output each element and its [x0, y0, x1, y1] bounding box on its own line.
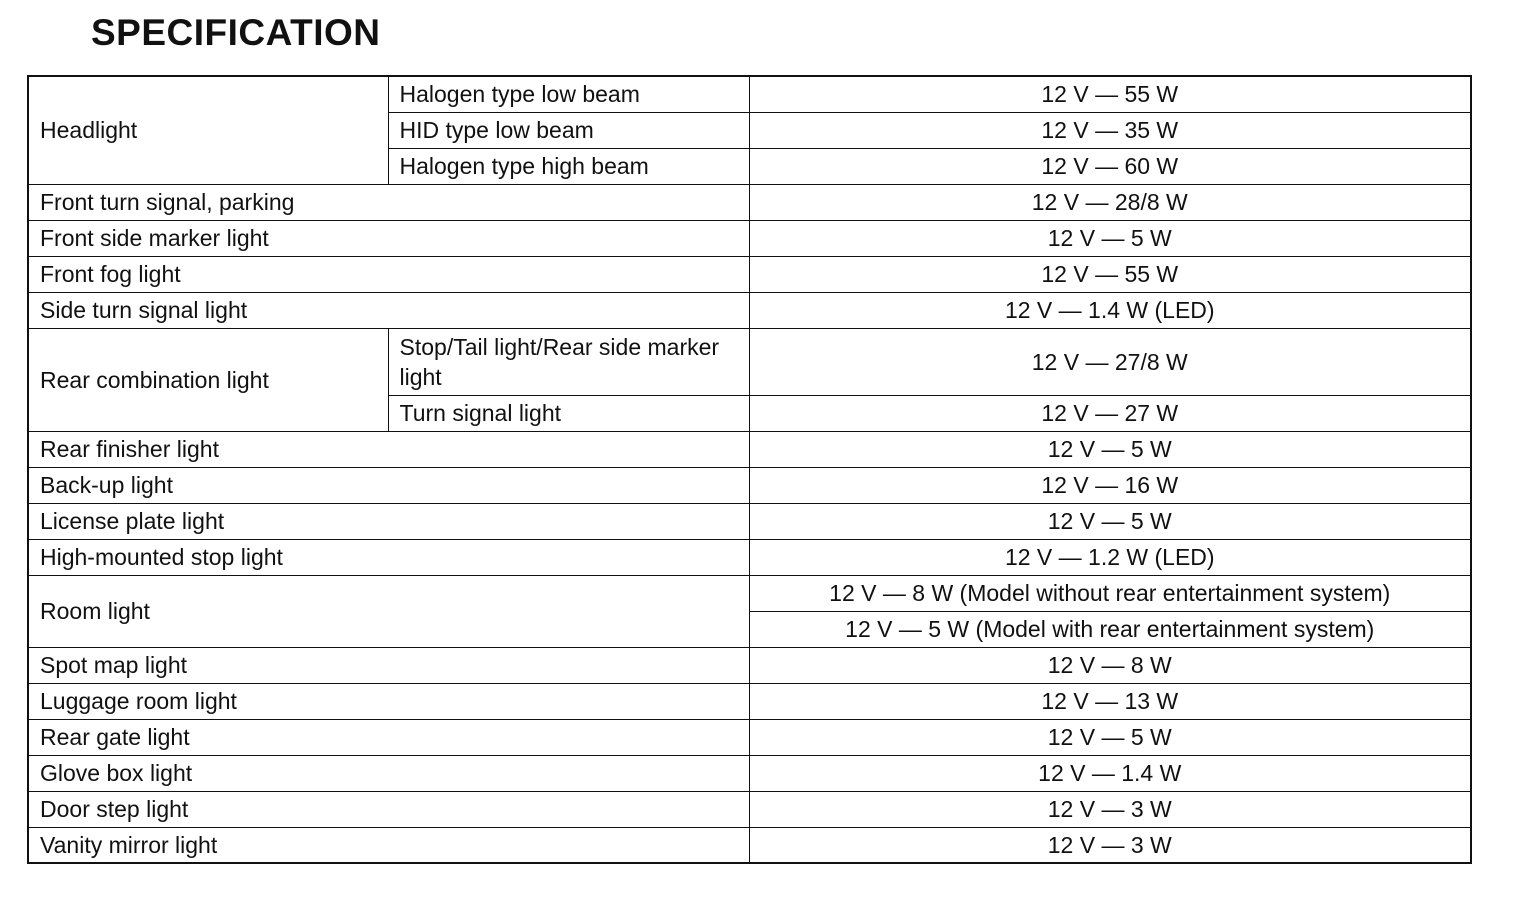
spec-value: 12 V — 60 W	[749, 148, 1471, 184]
spec-value: 12 V — 5 W (Model with rear entertainment system)	[749, 611, 1471, 647]
item-label: License plate light	[28, 503, 749, 539]
table-row	[28, 184, 1471, 220]
spec-value: 12 V — 35 W	[749, 112, 1471, 148]
table-row	[28, 220, 1471, 256]
page-title: SPECIFICATION	[91, 12, 381, 53]
spec-value: 12 V — 3 W	[749, 791, 1471, 827]
sub-item-label: Stop/Tail light/Rear side marker light	[388, 328, 749, 395]
spec-value: 12 V — 5 W	[749, 719, 1471, 755]
spec-value: 12 V — 3 W	[749, 827, 1471, 863]
sub-item-label: Halogen type low beam	[388, 76, 749, 112]
specification-table	[27, 75, 1472, 864]
table-row	[28, 827, 1471, 863]
spec-value: 12 V — 55 W	[749, 256, 1471, 292]
table-row	[28, 328, 1471, 395]
item-label: High-mounted stop light	[28, 539, 749, 575]
table-row	[28, 719, 1471, 755]
table-row	[28, 575, 1471, 611]
item-label-rear-combination: Rear combination light	[28, 328, 388, 431]
table-row	[28, 292, 1471, 328]
item-label-room-light: Room light	[28, 575, 749, 647]
sub-item-label: HID type low beam	[388, 112, 749, 148]
item-label: Vanity mirror light	[28, 827, 749, 863]
spec-value: 12 V — 28/8 W	[749, 184, 1471, 220]
sub-item-label: Halogen type high beam	[388, 148, 749, 184]
spec-value: 12 V — 1.4 W	[749, 755, 1471, 791]
spec-value: 12 V — 1.4 W (LED)	[749, 292, 1471, 328]
table-row	[28, 503, 1471, 539]
item-label: Front turn signal, parking	[28, 184, 749, 220]
table-row	[28, 683, 1471, 719]
table-row	[28, 431, 1471, 467]
spec-value: 12 V — 13 W	[749, 683, 1471, 719]
spec-value: 12 V — 5 W	[749, 220, 1471, 256]
spec-value: 12 V — 16 W	[749, 467, 1471, 503]
spec-value: 12 V — 8 W	[749, 647, 1471, 683]
spec-value: 12 V — 5 W	[749, 431, 1471, 467]
table-row	[28, 467, 1471, 503]
item-label: Side turn signal light	[28, 292, 749, 328]
item-label-headlight: Headlight	[28, 76, 388, 184]
item-label: Luggage room light	[28, 683, 749, 719]
spec-value: 12 V — 27 W	[749, 395, 1471, 431]
sub-item-label: Turn signal light	[388, 395, 749, 431]
table-row	[28, 791, 1471, 827]
item-label: Door step light	[28, 791, 749, 827]
spec-value: 12 V — 5 W	[749, 503, 1471, 539]
table-row	[28, 539, 1471, 575]
spec-value: 12 V — 55 W	[749, 76, 1471, 112]
item-label: Rear gate light	[28, 719, 749, 755]
item-label: Front fog light	[28, 256, 749, 292]
item-label: Rear finisher light	[28, 431, 749, 467]
table-row	[28, 256, 1471, 292]
item-label: Spot map light	[28, 647, 749, 683]
table-row	[28, 76, 1471, 112]
table-row	[28, 647, 1471, 683]
spec-value: 12 V — 1.2 W (LED)	[749, 539, 1471, 575]
item-label: Glove box light	[28, 755, 749, 791]
item-label: Front side marker light	[28, 220, 749, 256]
item-label: Back-up light	[28, 467, 749, 503]
spec-value: 12 V — 27/8 W	[749, 328, 1471, 395]
spec-value: 12 V — 8 W (Model without rear entertainment system)	[749, 575, 1471, 611]
table-row	[28, 755, 1471, 791]
